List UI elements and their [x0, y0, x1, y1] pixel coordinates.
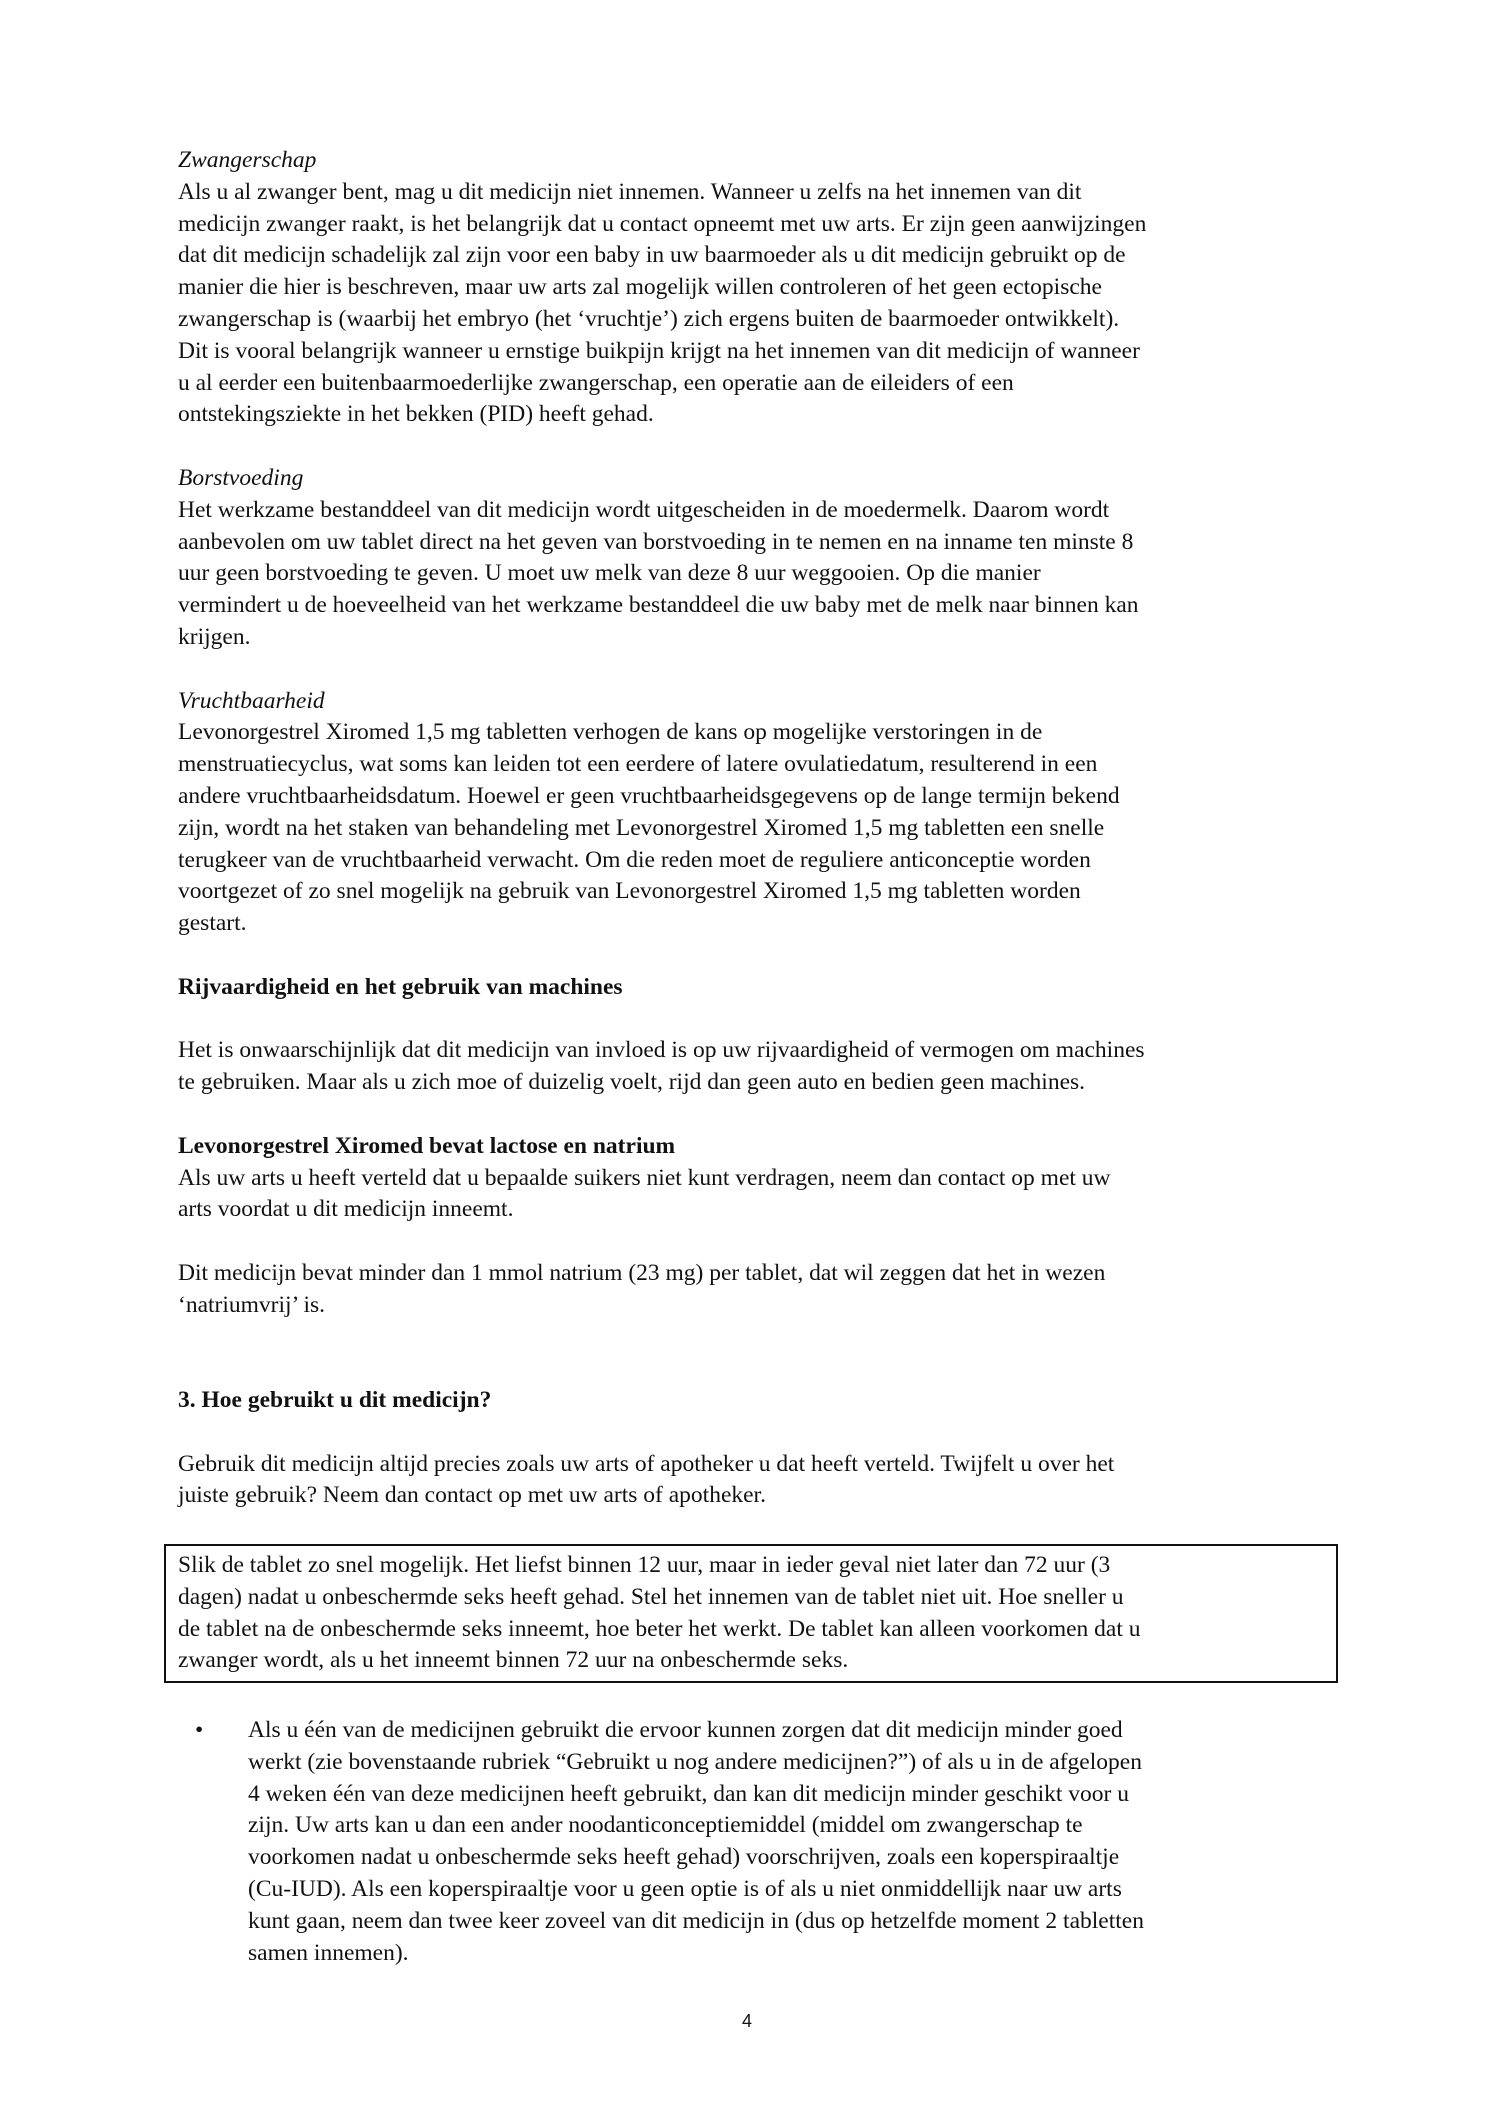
spacer — [178, 654, 1348, 686]
bullet-line: 4 weken één van deze medicijnen heeft gebruikt, dan kan dit medicijn minder geschikt voor u — [248, 1780, 1129, 1807]
spacer — [178, 1321, 1348, 1353]
paragraph-line: andere vruchtbaarheidsdatum. Hoewel er geen vruchtbaarheidsgegevens op de lange termijn bekend — [178, 782, 1120, 809]
paragraph-line: te gebruiken. Maar als u zich moe of duizelig voelt, rijd dan geen auto en bedien geen machines. — [178, 1069, 1086, 1096]
spacer — [178, 1099, 1348, 1131]
section-usage — [178, 1385, 1348, 1969]
bullet-list — [178, 1715, 1348, 1969]
paragraph-line: Het is onwaarschijnlijk dat dit medicijn van invloed is op uw rijvaardigheid of vermogen om machines — [178, 1037, 1145, 1064]
paragraph-line: Dit medicijn bevat minder dan 1 mmol natrium (23 mg) per tablet, dat wil zeggen dat het in wezen — [178, 1259, 1106, 1286]
box-line: de tablet na de onbeschermde seks inneemt, hoe beter het werkt. De tablet kan alleen voorkomen dat u — [178, 1615, 1141, 1642]
spacer — [178, 431, 1348, 463]
bullet-icon: • — [195, 1717, 204, 1744]
instruction-box — [164, 1544, 1338, 1683]
spacer — [178, 1683, 1348, 1715]
bullet-line: (Cu-IUD). Als een koperspiraaltje voor u geen optie is of als u niet onmiddellijk naar uw arts — [248, 1876, 1122, 1903]
bullet-line: zijn. Uw arts kan u dan een ander noodanticonceptiemiddel (middel om zwangerschap te — [248, 1812, 1083, 1839]
bullet-line: Als u één van de medicijnen gebruikt die ervoor kunnen zorgen dat dit medicijn minder goed — [248, 1717, 1123, 1744]
spacer — [178, 1353, 1348, 1385]
bullet-line: kunt gaan, neem dan twee keer zoveel van dit medicijn in (dus op hetzelfde moment 2 tabletten — [248, 1907, 1144, 1934]
paragraph-line: zwangerschap is (waarbij het embryo (het ‘vruchtje’) zich ergens buiten de baarmoeder ontwikkelt). — [178, 305, 1120, 332]
box-line: zwanger wordt, als u het inneemt binnen 72 uur na onbeschermde seks. — [178, 1647, 849, 1674]
paragraph-line: menstruatiecyclus, wat soms kan leiden tot een eerdere of latere ovulatiedatum, resulterend in een — [178, 751, 1098, 778]
section-breastfeeding — [178, 463, 1348, 654]
paragraph-line: aanbevolen om uw tablet direct na het geven van borstvoeding in te nemen en na inname ten minste 8 — [178, 528, 1134, 555]
spacer — [178, 1417, 1348, 1449]
paragraph-line: ontstekingsziekte in het bekken (PID) heeft gehad. — [178, 401, 654, 428]
paragraph-line: krijgen. — [178, 623, 251, 650]
section-heading-lactose: Levonorgestrel Xiromed bevat lactose en natrium — [178, 1132, 676, 1159]
section-heading-driving: Rijvaardigheid en het gebruik van machines — [178, 973, 623, 1000]
paragraph-line: uur geen borstvoeding te geven. U moet uw melk van deze 8 uur weggooien. Op die manier — [178, 560, 1041, 587]
section-lactose — [178, 1131, 1348, 1322]
spacer — [178, 1512, 1348, 1544]
paragraph-line: manier die hier is beschreven, maar uw arts zal mogelijk willen controleren of het geen ectopische — [178, 274, 1102, 301]
paragraph-line: Gebruik dit medicijn altijd precies zoals uw arts of apotheker u dat heeft verteld. Twijfelt u over het — [178, 1450, 1115, 1477]
paragraph-line: ‘natriumvrij’ is. — [178, 1291, 326, 1318]
spacer — [178, 940, 1348, 972]
section-driving — [178, 972, 1348, 1099]
box-line: dagen) nadat u onbeschermde seks heeft gehad. Stel het innemen van de tablet niet uit. Hoe sneller u — [178, 1583, 1124, 1610]
section-heading-usage: 3. Hoe gebruikt u dit medicijn? — [178, 1387, 492, 1414]
section-pregnancy — [178, 145, 1348, 431]
paragraph-line: medicijn zwanger raakt, is het belangrijk dat u contact opneemt met uw arts. Er zijn geen aanwijzingen — [178, 210, 1147, 237]
paragraph-line: voortgezet of zo snel mogelijk na gebruik van Levonorgestrel Xiromed 1,5 mg tabletten worden — [178, 878, 1081, 905]
paragraph-line: Als u al zwanger bent, mag u dit medicijn niet innemen. Wanneer u zelfs na het innemen van dit — [178, 178, 1082, 205]
bullet-line: voorkomen nadat u onbeschermde seks heeft gehad) voorschrijven, zoals een koperspiraaltje — [248, 1844, 1120, 1871]
paragraph-line: dat dit medicijn schadelijk zal zijn voor een baby in uw baarmoeder als u dit medicijn gebruikt op de — [178, 242, 1126, 269]
paragraph-line: Als uw arts u heeft verteld dat u bepaalde suikers niet kunt verdragen, neem dan contact op met uw — [178, 1164, 1111, 1191]
paragraph-line: Het werkzame bestanddeel van dit medicijn wordt uitgescheiden in de moedermelk. Daarom wordt — [178, 496, 1110, 523]
paragraph-line: juiste gebruik? Neem dan contact op met uw arts of apotheker. — [178, 1482, 766, 1509]
spacer — [178, 1226, 1348, 1258]
section-title-fertility: Vruchtbaarheid — [178, 687, 325, 714]
paragraph-line: gestart. — [178, 910, 247, 937]
page-content — [178, 145, 1348, 1969]
paragraph-line: arts voordat u dit medicijn inneemt. — [178, 1196, 514, 1223]
paragraph-line: zijn, wordt na het staken van behandeling met Levonorgestrel Xiromed 1,5 mg tabletten een snelle — [178, 814, 1105, 841]
paragraph-line: u al eerder een buitenbaarmoederlijke zwangerschap, een operatie aan de eileiders of een — [178, 369, 1014, 396]
paragraph-line: terugkeer van de vruchtbaarheid verwacht. Om die reden moet de reguliere anticonceptie worden — [178, 846, 1091, 873]
section-title-pregnancy: Zwangerschap — [178, 147, 317, 173]
spacer — [178, 1004, 1348, 1036]
list-item — [178, 1715, 1348, 1969]
paragraph-line: Levonorgestrel Xiromed 1,5 mg tabletten verhogen de kans op mogelijke verstoringen in de — [178, 719, 1043, 746]
page-number: 4 — [741, 2011, 752, 2031]
paragraph-line: Dit is vooral belangrijk wanneer u ernstige buikpijn krijgt na het innemen van dit medicijn of wanneer — [178, 337, 1140, 364]
section-fertility — [178, 686, 1348, 940]
paragraph-line: vermindert u de hoeveelheid van het werkzame bestanddeel die uw baby met de melk naar binnen kan — [178, 592, 1139, 619]
box-line: Slik de tablet zo snel mogelijk. Het liefst binnen 12 uur, maar in ieder geval niet later dan 72 uur (3 — [178, 1552, 1111, 1579]
section-title-breastfeeding: Borstvoeding — [178, 464, 304, 491]
bullet-line: samen innemen). — [248, 1939, 409, 1966]
bullet-line: werkt (zie bovenstaande rubriek “Gebruikt u nog andere medicijnen?”) of als u in de afgelopen — [248, 1748, 1142, 1775]
